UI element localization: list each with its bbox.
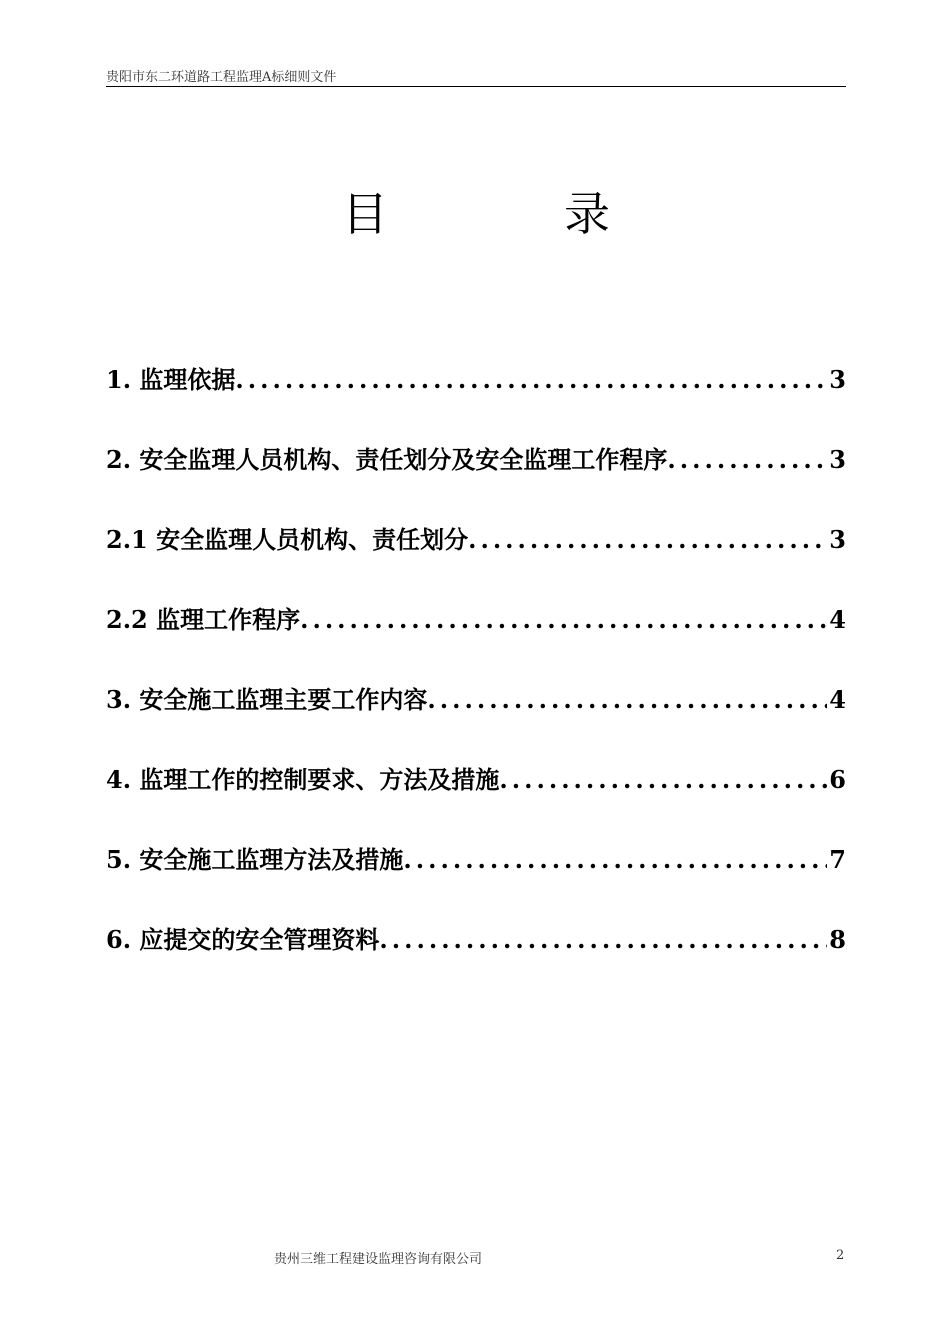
toc-entry-label: 1. 监理依据 bbox=[106, 365, 236, 394]
toc-entry-page: 3 bbox=[829, 365, 846, 394]
toc-entry[interactable] bbox=[106, 600, 846, 680]
toc-entry-page: 7 bbox=[829, 845, 846, 874]
toc-entry-label: 2. 安全监理人员机构、责任划分及安全监理工作程序 bbox=[106, 445, 668, 474]
toc-entry[interactable] bbox=[106, 760, 846, 840]
toc-entry-label: 3. 安全施工监理主要工作内容 bbox=[106, 685, 428, 714]
toc-entry-label: 2.1 安全监理人员机构、责任划分 bbox=[106, 525, 469, 554]
toc-entry-label: 6. 应提交的安全管理资料 bbox=[106, 925, 380, 954]
toc-dot-leader bbox=[235, 365, 827, 394]
toc-entry[interactable] bbox=[106, 520, 846, 600]
toc-entry[interactable] bbox=[106, 360, 846, 440]
toc-entry-label: 4. 监理工作的控制要求、方法及措施 bbox=[106, 765, 500, 794]
toc-entry[interactable] bbox=[106, 440, 846, 520]
toc-entry-page: 3 bbox=[829, 445, 846, 474]
toc-dot-leader bbox=[468, 525, 827, 554]
toc-list bbox=[106, 360, 846, 1000]
toc-title-char-1: 目 bbox=[342, 187, 388, 241]
toc-entry-label: 2.2 监理工作程序 bbox=[106, 605, 301, 634]
toc-title-char-2: 录 bbox=[564, 187, 610, 241]
toc-entry-page: 3 bbox=[829, 525, 846, 554]
toc-entry[interactable] bbox=[106, 680, 846, 760]
footer-page-number: 2 bbox=[836, 1248, 845, 1263]
header-divider bbox=[106, 86, 846, 87]
toc-dot-leader bbox=[667, 445, 827, 474]
toc-dot-leader bbox=[379, 925, 827, 954]
toc-entry-page: 8 bbox=[829, 925, 846, 954]
toc-title bbox=[0, 178, 950, 242]
toc-entry[interactable] bbox=[106, 840, 846, 920]
toc-entry[interactable] bbox=[106, 920, 846, 1000]
footer-company: 贵州三维工程建设监理咨询有限公司 bbox=[274, 1252, 483, 1267]
toc-dot-leader bbox=[499, 765, 827, 794]
toc-entry-page: 4 bbox=[829, 605, 846, 634]
toc-entry-page: 6 bbox=[829, 765, 846, 794]
toc-dot-leader bbox=[427, 685, 827, 714]
toc-dot-leader bbox=[300, 605, 827, 634]
running-header: 贵阳市东二环道路工程监理A标细则文件 bbox=[106, 70, 337, 85]
toc-dot-leader bbox=[403, 845, 827, 874]
toc-entry-label: 5. 安全施工监理方法及措施 bbox=[106, 845, 404, 874]
toc-entry-page: 4 bbox=[829, 685, 846, 714]
